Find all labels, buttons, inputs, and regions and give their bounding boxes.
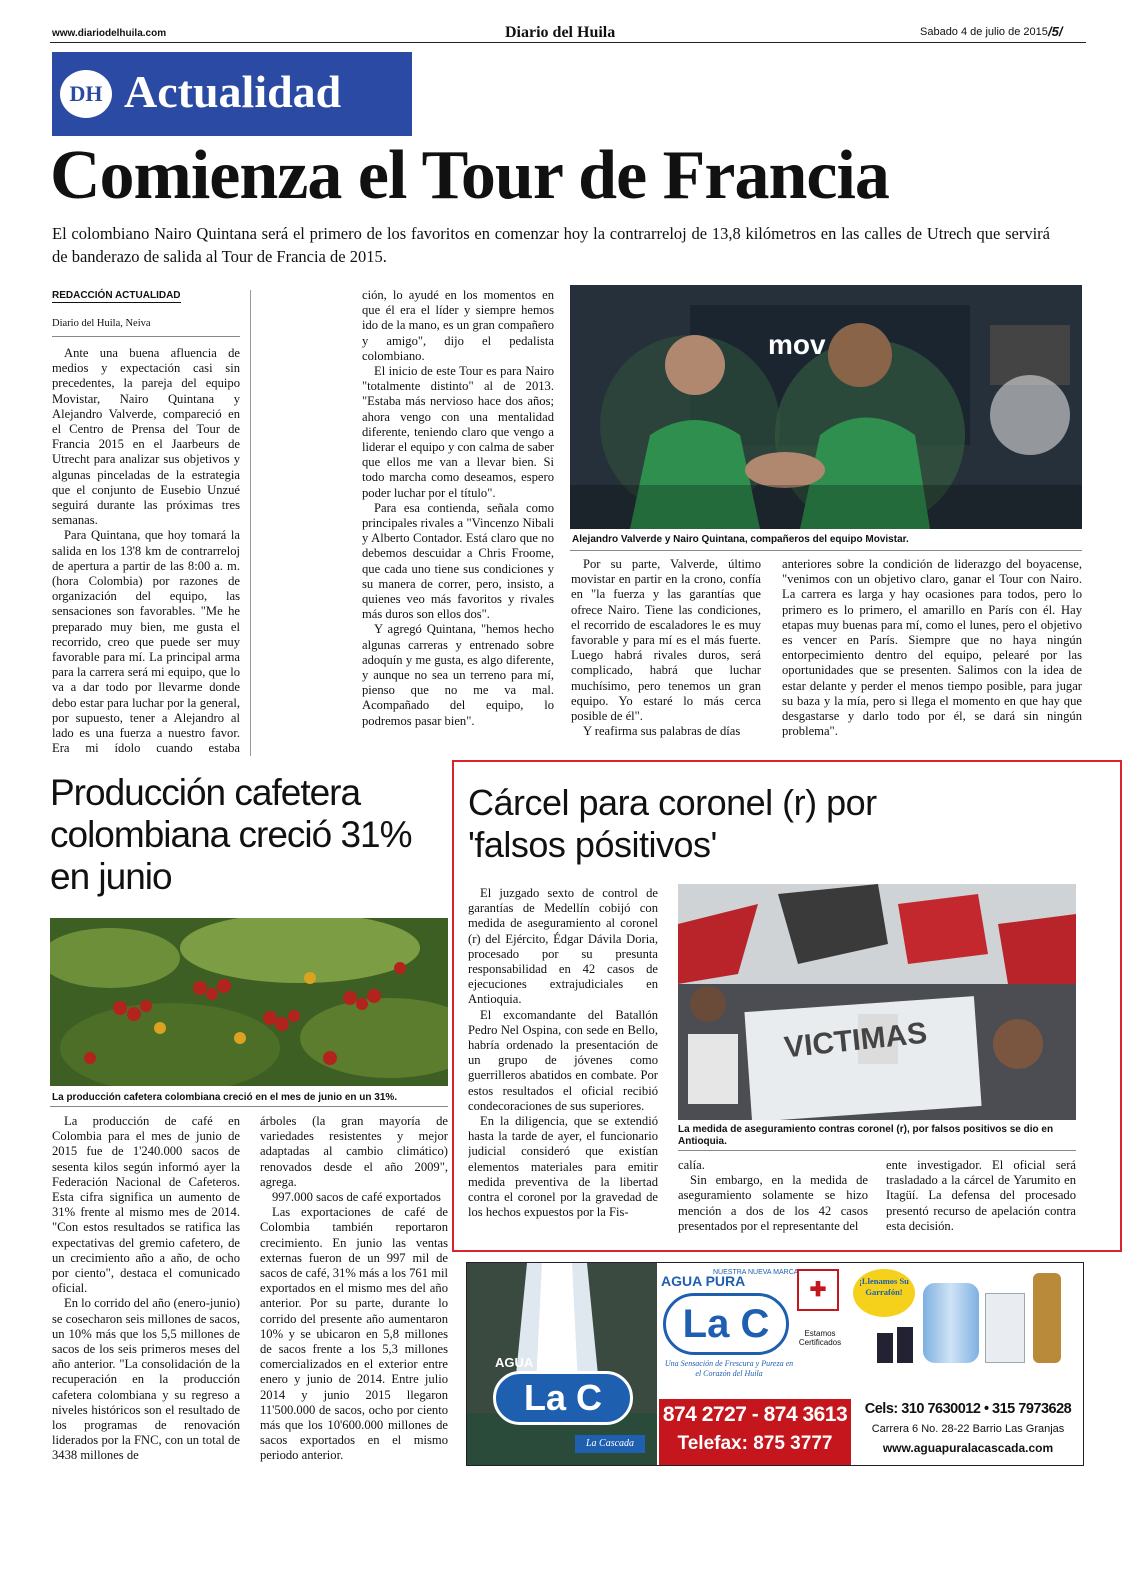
photo-banner-text: mov — [768, 329, 826, 360]
lead-column-2 — [362, 288, 554, 758]
coffee-column-1 — [52, 1114, 240, 1474]
paragraph: Las exportaciones de café de Colombia también reportaron crecimiento. En junio las ventas externas fueron de un 997 mil de sacos de café, 31% más a los 761 mil exportados en el mismo mes del año anterior. Por su parte, durante lo corrido del presente año aumentaron 10% y se ubicaron en 5,8 millones de sacos frente a los 5,3 millones comercializados en el exterior entre enero y junio de 2014. Entre julio 2014 y junio 2015 llegaron 11'500.000 de sacos, ocho por ciento más que los 10'600.000 millones de sacos exportados en el mismo periodo anterior. — [260, 1205, 448, 1463]
prison-column-1 — [468, 886, 658, 1236]
paragraph: calía. — [678, 1158, 705, 1172]
byline-rule — [52, 336, 240, 337]
ad-logo: La C — [663, 1293, 789, 1355]
caption-rule — [678, 1150, 1076, 1151]
ad-logo-waterfall: La C — [493, 1371, 633, 1425]
coffee-headline: Producción cafetera colombiana creció 31% en junio — [50, 772, 412, 897]
site-url: www.diariodelhuila.com — [52, 28, 167, 39]
ad-brand-top: AGUA PURA — [661, 1273, 746, 1289]
dateline: Diario del Huila, Neiva — [52, 318, 151, 329]
photo-art — [570, 285, 1082, 529]
paragraph: Ante una buena afluencia de medios y expectación casi sin precedentes, la pareja del equipo Movistar, Nairo Quintana y Alejandro Valverde, compareció en el Centro de Prensa del Tour de Francia 2015 en el Jaarbeurs de Utrecht para analizar sus objetivos y algunas pinceladas de la estrategia que el conjunto de Eusebio Unzué seguirá durante las próximas tres semanas. — [52, 346, 240, 528]
header-rule — [50, 42, 1086, 43]
paragraph: Para esa contienda, señala como principales rivales a "Vincenzo Nibali y Alberto Contador. Está claro que no debemos descuidar a Chris Froome, que cada uno tiene sus condiciones y su manera de correr, pero, insisto, a quienes veo más favoritos y rivales más duros son ellos dos". — [362, 500, 554, 622]
ad-refill-badge: ¡Llenamos Su Garrafón! — [853, 1269, 915, 1317]
section-title: Actualidad — [124, 66, 342, 117]
coffee-photo — [50, 918, 448, 1086]
ad-brand-top-waterfall: AGUA PURA — [495, 1355, 574, 1370]
byline: REDACCIÓN ACTUALIDAD — [52, 290, 181, 301]
paragraph: Y reafirma sus palabras de días — [583, 724, 741, 739]
lead-deck: El colombiano Nairo Quintana será el primero de los favoritos en comenzar hoy la contrarreloj de 13,8 kilómetros en las calles de Utrech que servirá de banderazo de salida al Tour de Francia de 2015. — [52, 224, 1050, 266]
prison-column-3 — [886, 1158, 1076, 1238]
paragraph: Por su parte, Valverde, último movistar en partir en la crono, confía en "la fuerza y las garantías que ofrece Nairo. Tiene las condiciones, el recorrido de escaladores le es muy favorable y para mí es el más fuerte. Luego habrá rivales duros, será complicado, habrá que luchar muchísimo, pero tenemos un gran equipo. Yo estaré lo más cerca posible de él". — [571, 557, 761, 724]
paragraph: ente investigador. El oficial será trasladado a la cárcel de Yarumito en Itagüí. La defensa del procesado presentó recurso de apelación contra esta decisión. — [886, 1158, 1076, 1233]
prison-headline: Cárcel para coronel (r) por 'falsos pósitivos' — [468, 782, 877, 865]
paragraph: En lo corrido del año (enero-junio) se cosecharon seis millones de sacos, un 10% más que los 5,5 millones de sacos de los seis primeros meses del año anterior. "La consolidación de la recuperación en la producción cafetera colombiana y su regreso a niveles históricos son el resultado de los programas de renovación liderados por la FNC, con un total de 3438 millones de — [52, 1296, 240, 1463]
section-logo: DH — [60, 70, 112, 118]
paragraph: El inicio de este Tour es para Nairo "totalmente distinto" al de 2013. "Estaba más nervioso hace dos años; ahora vengo con una mentalidad diferente, teniendo claro que vengo a liderar el equipo y con calma de saber que ellos me van a llevar bien. Si todo marcha como deseamos, espero poder luchar por el título". — [362, 364, 554, 500]
certification-icon: ✚ — [797, 1269, 839, 1311]
paragraph: El excomandante del Batallón Pedro Nel Ospina, con sede en Bello, habría ordenado la presentación de un grupo de jóvenes como guerrilleros abatidos en combate. Por estos resultados el oficial recibió condecoraciones de sus superiores. — [468, 1007, 658, 1113]
waterfall-image — [467, 1263, 657, 1466]
ad-website: www.aguapuralacascada.com — [882, 1441, 1054, 1455]
coffee-photo-caption: La producción cafetera colombiana creció en el mes de junio en un 31%. — [52, 1092, 398, 1103]
water-ad — [466, 1262, 1084, 1466]
water-jug-icon — [923, 1283, 979, 1363]
ad-phone-bar — [659, 1399, 851, 1465]
photo-sign-text: VICTIMAS — [782, 1016, 929, 1065]
ad-telefax: Telefax: 875 3777 — [677, 1433, 833, 1454]
caption-rule — [50, 1106, 448, 1107]
coffee-column-2 — [260, 1114, 448, 1474]
protest-photo — [678, 884, 1076, 1120]
paragraph: En la diligencia, que se extendió hasta la tarde de ayer, el funcionario judicial consideró que existían elementos materiales para emitir medida preventiva de la libertad contra el coronel por la gravedad de los hechos expuestos por la Fis- — [468, 1114, 658, 1220]
issue-date: Sabado 4 de julio de 2015 — [920, 26, 1048, 38]
paragraph: El juzgado sexto de control de garantías de Medellín cobijó con medida de aseguramiento al coronel (r) del Ejército, Édgar Dávila Doria, procesado por su presunta responsabilidad en 42 casos de ejecuciones extrajudiciales en Antioquia. — [468, 886, 658, 1007]
bottle-icon — [1033, 1273, 1061, 1363]
lead-headline: Comienza el Tour de Francia — [50, 137, 889, 214]
column-rule — [250, 290, 251, 756]
caption-rule — [570, 550, 1082, 551]
ad-cascada-label: La Cascada — [575, 1435, 645, 1453]
section-bar — [52, 52, 412, 136]
paragraph: La producción de café en Colombia para el mes de junio de 2015 fue de 1'240.000 sacos de sesenta kilos según informó ayer la Federación Nacional de Cafeteros. Esta cifra significa un aumento de 31% frente al mismo mes de 2014. "Con estos resultados se ratifica las expectativas del gremio cafetero, de un crecimiento año a año, de ocho por ciento", destaca el comunicado oficial. — [52, 1114, 240, 1296]
ad-address: Carrera 6 No. 28-22 Barrio Las Granjas — [871, 1423, 1065, 1435]
movistar-photo — [570, 285, 1082, 529]
paragraph: ción, lo ayudé en los momentos en que él era el líder y siempre hemos ido de la mano, es un gran compañero y amigo", dijo el pedalista colombiano. — [362, 288, 554, 363]
ad-cell-numbers: Cels: 310 7630012 • 315 7973628 — [864, 1401, 1072, 1417]
lead-column-3 — [571, 557, 761, 757]
protest-photo-caption: La medida de aseguramiento contras coronel (r), por falsos positivos se dio en Antioquia. — [678, 1124, 1054, 1147]
paragraph: árboles (la gran mayoría de variedades resistentes y mejor adaptadas al cambio climático) renovados desde el año 2009", agrega. — [260, 1114, 448, 1189]
movistar-photo-caption: Alejandro Valverde y Nairo Quintana, compañeros del equipo Movistar. — [572, 534, 909, 545]
ad-slogan: Una Sensación de Frescura y Pureza en el Corazón del Huila — [664, 1359, 794, 1378]
small-bottle-icon — [897, 1327, 913, 1363]
subheading: 997.000 sacos de café exportados — [272, 1190, 441, 1205]
ad-new-brand-tag: NUESTRA NUEVA MARCA — [713, 1269, 799, 1276]
paragraph: Y agregó Quintana, "hemos hecho algunas carreras y entrenado sobre adoquín y me gusta, es algo diferente, y aunque no sea un terreno para mí, pienso que no me va mal. Acompañado del equipo, lo podremos pasar bien". — [362, 622, 554, 728]
paragraph: Sin embargo, en la medida de aseguramiento solamente se hizo mención a dos de los 42 casos presentados por el representante del — [678, 1173, 868, 1233]
page-number: /5/ — [1048, 24, 1063, 39]
photo-art — [678, 884, 1076, 1120]
ad-certified-label: Estamos Certificados — [798, 1329, 842, 1347]
ad-phones: 874 2727 - 874 3613 — [662, 1403, 848, 1426]
paragraph: Para Quintana, que hoy tomará la salida en los 13'8 km de contrarreloj de apertura a partir de las 8:00 a. m. (hora Colombia) por razones de organización del equipo, las sensaciones son favorables. "Me he preparado muy bien, me gusta el recorrido, creo que puede ser muy favorable para mí. La principal arma para la carrera será mi equipo, que lo va a dar todo por llevarme donde debo estar para luchar por la general, por supuesto, tener a Alejandro al lado es una fuerza a nuestro favor. Era mi ídolo cuando estaba — [52, 528, 240, 756]
paper-name: Diario del Huila — [505, 24, 616, 41]
prison-column-2 — [678, 1158, 868, 1238]
photo-art — [50, 918, 448, 1086]
water-bag-icon — [985, 1293, 1025, 1363]
small-bottle-icon — [877, 1333, 893, 1363]
lead-column-1 — [52, 346, 240, 756]
lead-column-4 — [782, 557, 1082, 757]
paragraph: anteriores sobre la condición de liderazgo del boyacense, "venimos con un objetivo claro, ganar el Tour con Nairo. La carrera es larga y hay ocasiones para todos, pero lo primero es lo primero, el amarillo en París con él. Hay etapas muy buenas para mí, como el lunes, pero el objetivo es vencer en París. Siempre que no haya ningún entorpecimiento dentro del equipo, pelearé por las oportunidades que se presenten. Salimos con la idea de estar delante y perder el menos tiempo posible, para jugar su baza y la mía, pero si llega el momento en que hay que desgastarse y darlo todo por él, se dará sin ningún problema". — [782, 557, 1082, 739]
